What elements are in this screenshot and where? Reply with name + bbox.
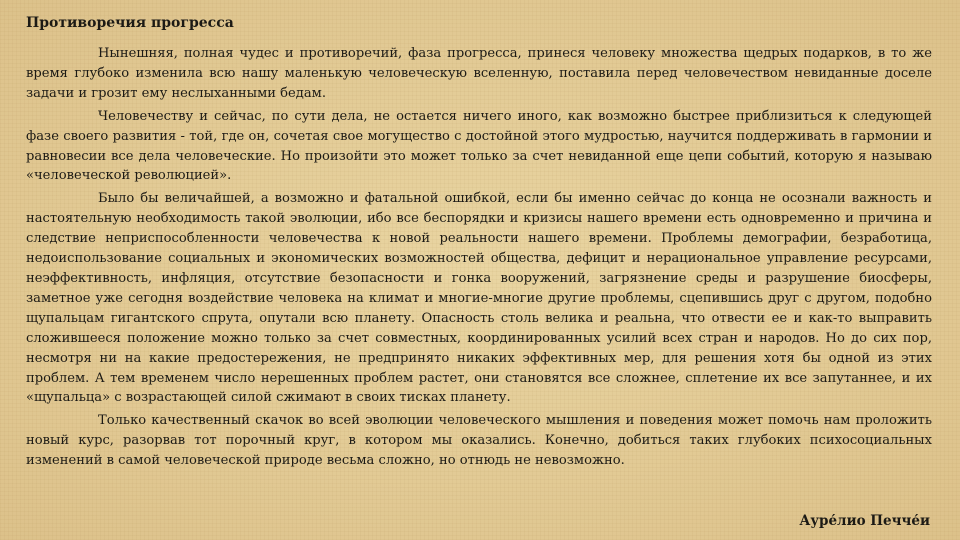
author-signature: Ауре́лио Печче́и xyxy=(799,513,930,529)
paragraph: Нынешняя, полная чудес и противоречий, фаза прогресса, принеся человеку множества щедрых подарков, в то же время глубоко изменила всю нашу маленькую человеческую вселенную, поставила перед человечеством невиданные доселе задачи и грозит ему неслыханными бедам. xyxy=(26,46,932,101)
page-title: Противоречия прогресса xyxy=(26,15,234,31)
paragraph: Человечеству и сейчас, по сути дела, не остается ничего иного, как возможно быстрее приблизиться к следующей фазе своего развития - той, где он, сочетая свое могущество с достойной этого мудростью, научится поддерживать в гармонии и равновесии все дела человеческие. Но произойти это может только за счет невиданной еще цепи событий, которую я называю «человеческой революцией». xyxy=(26,108,932,184)
paragraph: Было бы величайшей, а возможно и фатальной ошибкой, если бы именно сейчас до конца не осознали важность и настоятельную необходимость такой эволюции, ибо все беспорядки и кризисы нашего времени есть одновременно и причина и следствие неприспособленности человечества к новой реальности нашего времени. Проблемы демографии, безработица, недоиспользование социальных и экономических возможностей общества, дефицит и нерациональное управление ресурсами, неэффективность, инфляция, отсутствие безопасности и гонка вооружений, загрязнение среды и разрушение биосферы, заметное уже сегодня воздействие человека на климат и многие-многие другие проблемы, сцепившись друг с другом, подобно щупальцам гигантского спрута, опутали всю планету. Опасность столь велика и реальна, что отвести ее и как-то выправить сложившееся положение можно только за счет совместных, координированных усилий всех стран и народов. Но до сих пор, несмотря ни на какие предостережения, не предпринято никаких эффективных мер, для решения хотя бы одной из этих проблем. А тем временем число нерешенных проблем растет, они становятся все сложнее, сплетение их все запутаннее, и их «щупальца» с возрастающей силой сжимают в своих тисках планету. xyxy=(26,191,932,406)
text-body xyxy=(26,44,932,474)
paragraph: Только качественный скачок во всей эволюции человеческого мышления и поведения может помочь нам проложить новый курс, разорвав тот порочный круг, в котором мы оказались. Конечно, добиться таких глубоких психосоциальных изменений в самой человеческой природе весьма сложно, но отнюдь не невозможно. xyxy=(26,413,932,469)
